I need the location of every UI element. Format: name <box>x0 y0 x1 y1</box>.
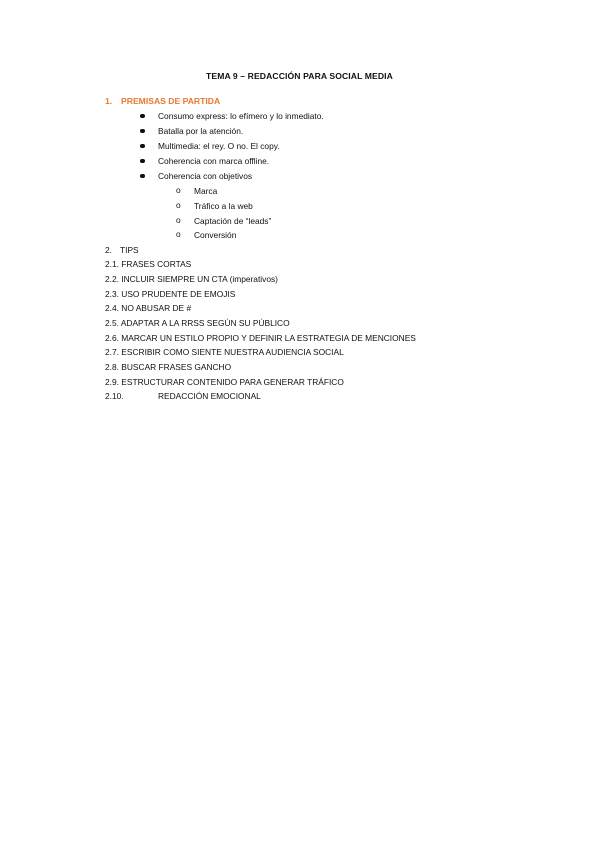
tip-item: 2.9. ESTRUCTURAR CONTENIDO PARA GENERAR TRÁFICO <box>105 377 344 387</box>
bullet-dot-icon <box>140 129 145 134</box>
bullet-dot-icon <box>140 159 145 164</box>
tip-item: 2.5. ADAPTAR A LA RRSS SEGÚN SU PÚBLICO <box>105 318 290 328</box>
bullet-dot-icon <box>140 114 145 119</box>
document-title: TEMA 9 – REDACCIÓN PARA SOCIAL MEDIA <box>206 71 393 81</box>
tip-item: 2.1. FRASES CORTAS <box>105 259 192 269</box>
tip-item: 2.2. INCLUIR SIEMPRE UN CTA (imperativos) <box>105 274 278 284</box>
tip-number: 2.10. <box>105 391 124 401</box>
section-number: 1. <box>105 96 113 106</box>
list-item-text: Multimedia: el rey. O no. El copy. <box>158 141 280 151</box>
tip-item: 2.7. ESCRIBIR COMO SIENTE NUESTRA AUDIENCIA SOCIAL <box>105 347 344 357</box>
hollow-bullet-icon: o <box>176 229 181 239</box>
list-item-text: Coherencia con marca offline. <box>158 156 270 166</box>
sub-list-item-text: Conversión <box>194 230 237 240</box>
tip-item: 2.3. USO PRUDENTE DE EMOJIS <box>105 289 236 299</box>
hollow-bullet-icon: o <box>176 215 181 225</box>
tip-item-emocional <box>105 391 261 401</box>
list-item-text: Consumo express: lo efímero y lo inmediato. <box>158 111 324 121</box>
bullet-dot-icon <box>140 174 145 179</box>
tip-label: REDACCIÓN EMOCIONAL <box>158 391 261 401</box>
section-label: PREMISAS DE PARTIDA <box>121 96 221 106</box>
section-heading-premisas <box>105 96 220 106</box>
tip-item: 2.4. NO ABUSAR DE # <box>105 303 192 313</box>
sub-list-item-text: Captación de “leads” <box>194 216 272 226</box>
tip-item: 2.8. BUSCAR FRASES GANCHO <box>105 362 232 372</box>
sub-list-item-text: Tráfico a la web <box>194 201 253 211</box>
list-item-text: Coherencia con objetivos <box>158 171 253 181</box>
section-number: 2. <box>105 245 112 255</box>
hollow-bullet-icon: o <box>176 200 181 210</box>
section-heading-tips <box>105 245 139 255</box>
sub-list-item-text: Marca <box>194 186 218 196</box>
list-item-text: Batalla por la atención. <box>158 126 244 136</box>
section-label: TIPS <box>120 245 139 255</box>
tip-item: 2.6. MARCAR UN ESTILO PROPIO Y DEFINIR LA ESTRATEGIA DE MENCIONES <box>105 333 416 343</box>
bullet-dot-icon <box>140 144 145 149</box>
hollow-bullet-icon: o <box>176 185 181 195</box>
